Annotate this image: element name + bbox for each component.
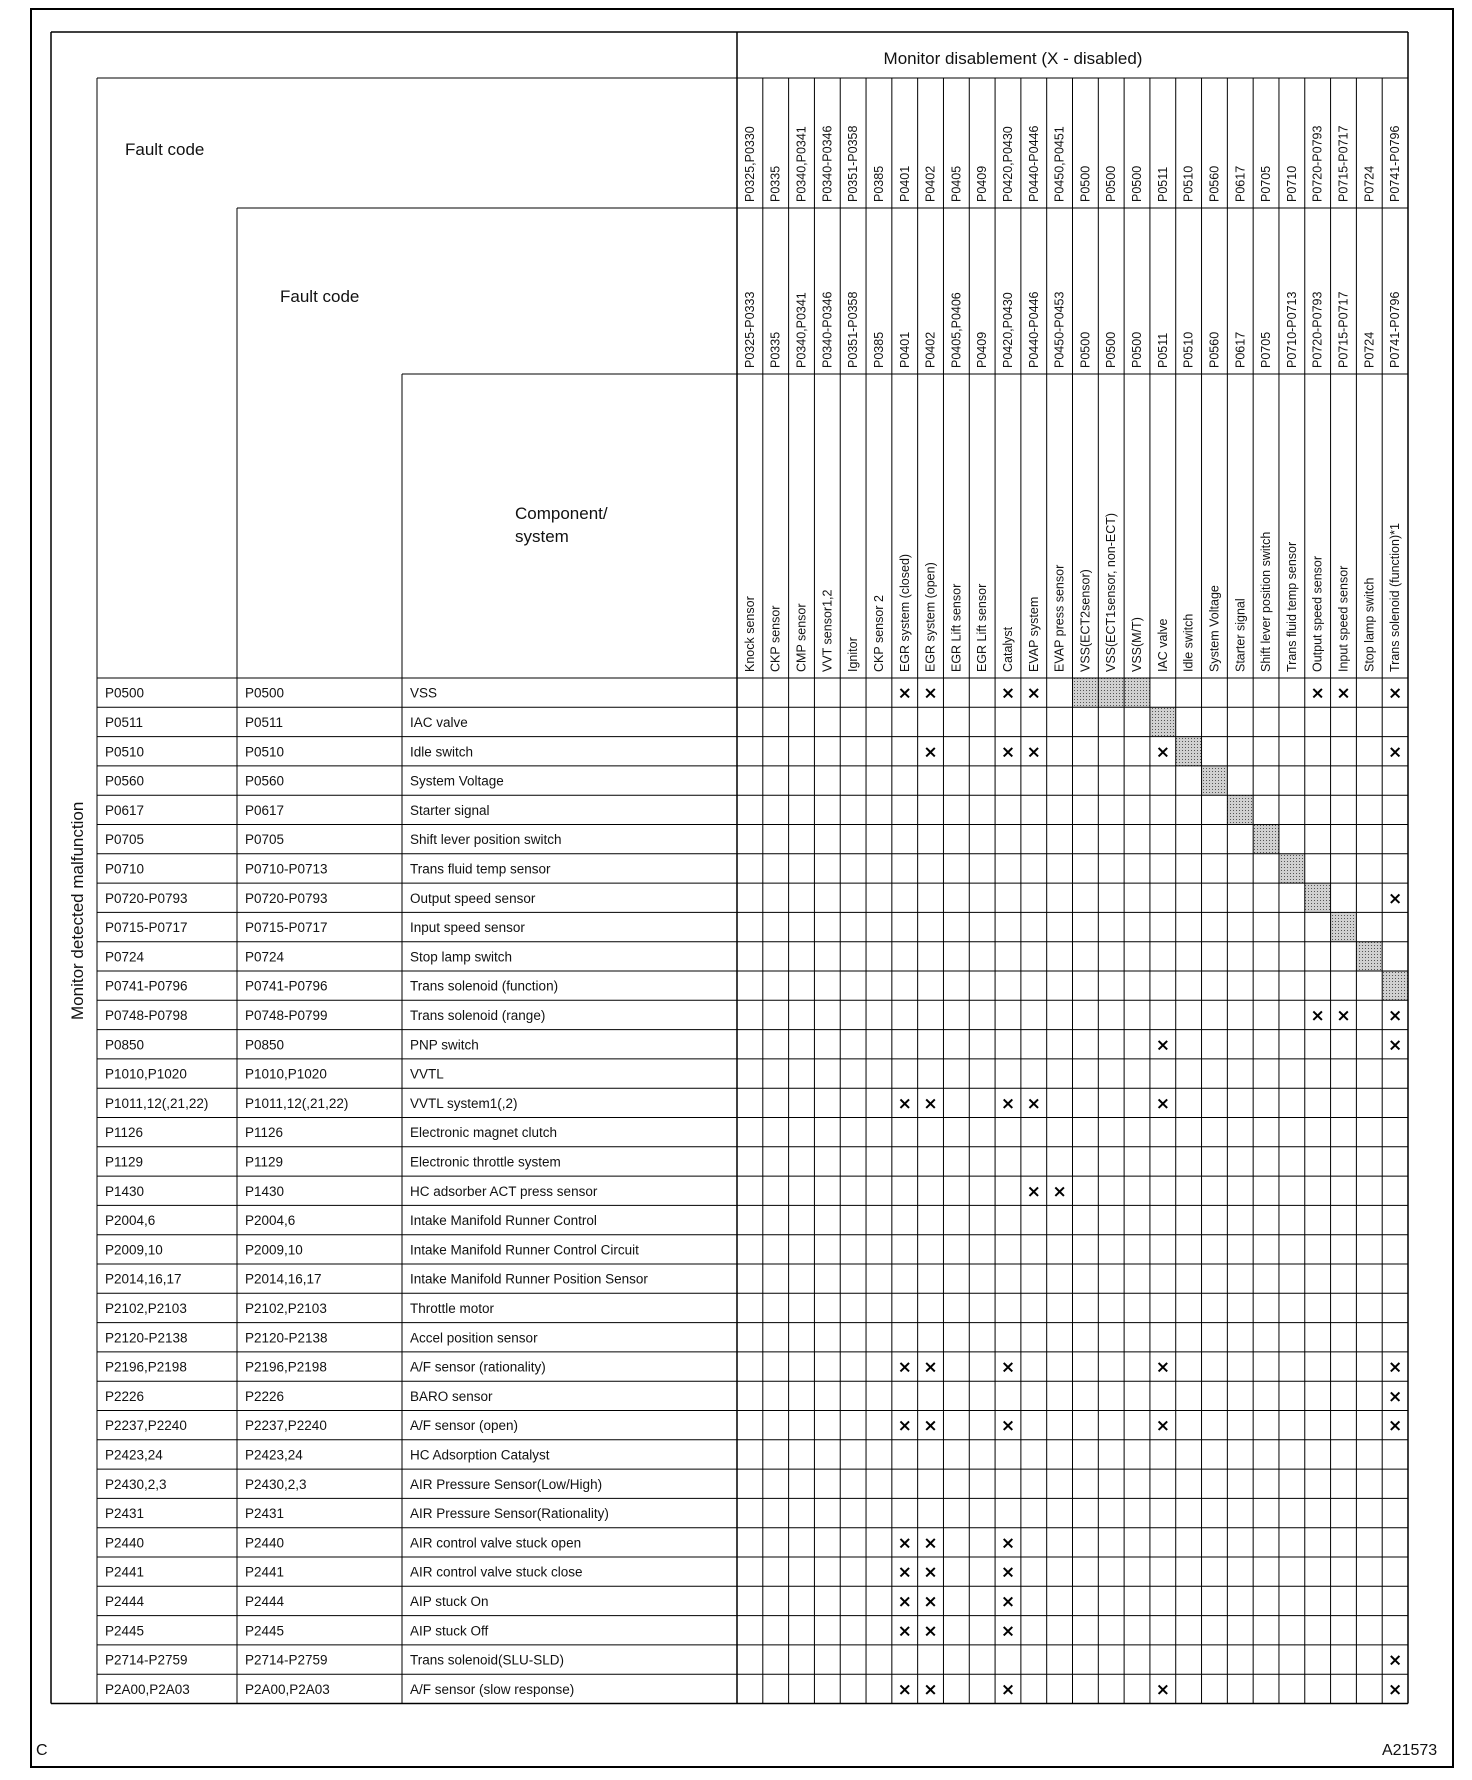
row-fault-code-detail: P1010,P1020 xyxy=(245,1066,327,1082)
disabled-x-mark: × xyxy=(923,1416,938,1437)
row-fault-code-detail: P2440 xyxy=(245,1535,285,1551)
self-monitor-shaded-cell xyxy=(1098,678,1124,707)
column-code-secondary: P0325-P0333 xyxy=(742,291,757,368)
self-monitor-shaded-cell xyxy=(1331,912,1357,941)
row-fault-code: P2444 xyxy=(105,1593,145,1609)
row-fault-code-detail: P2423,24 xyxy=(245,1447,303,1463)
disabled-x-mark: × xyxy=(897,1093,912,1114)
disabled-x-mark: × xyxy=(923,1679,938,1700)
column-code-primary: P0511 xyxy=(1155,166,1170,202)
row-fault-code: P0705 xyxy=(105,832,145,848)
row-fault-code: P0710 xyxy=(105,861,145,877)
self-monitor-shaded-cell xyxy=(1202,766,1228,795)
column-code-secondary: P0405,P0406 xyxy=(949,292,964,368)
row-fault-code-detail: P2444 xyxy=(245,1593,285,1609)
column-code-secondary: P0335 xyxy=(768,331,783,368)
fault-code-header-inner: Fault code xyxy=(280,287,360,306)
disabled-x-mark: × xyxy=(1026,1093,1041,1114)
row-fault-code-detail: P2714-P2759 xyxy=(245,1652,328,1668)
row-fault-code-detail: P0748-P0799 xyxy=(245,1007,328,1023)
row-fault-code: P0715-P0717 xyxy=(105,920,188,936)
column-code-primary: P0401 xyxy=(897,165,912,202)
row-fault-code-detail: P1129 xyxy=(245,1154,284,1170)
row-component-name: Output speed sensor xyxy=(410,890,536,906)
disabled-x-mark: × xyxy=(1000,1591,1016,1612)
footer-figure-id: A21573 xyxy=(1382,1742,1438,1759)
row-fault-code: P2440 xyxy=(105,1535,145,1551)
row-fault-code-detail: P0741-P0796 xyxy=(245,978,328,994)
column-component-name: VSS(ECT2sensor) xyxy=(1078,569,1093,672)
self-monitor-shaded-cell xyxy=(1150,707,1176,736)
fault-code-header-outer: Fault code xyxy=(125,140,205,159)
row-fault-code: P0560 xyxy=(105,773,145,789)
row-component-name: Trans solenoid (function) xyxy=(410,978,559,994)
row-component-name: AIP stuck Off xyxy=(410,1623,489,1639)
column-component-name: EVAP system xyxy=(1026,596,1041,672)
disabled-x-mark: × xyxy=(897,1562,912,1583)
column-code-secondary: P0340,P0341 xyxy=(794,292,809,368)
row-component-name: Input speed sensor xyxy=(410,920,525,936)
column-code-primary: P0385 xyxy=(871,165,886,202)
column-code-primary: P0351-P0358 xyxy=(846,125,861,202)
row-fault-code: P0748-P0798 xyxy=(105,1007,188,1023)
column-code-secondary: P0351-P0358 xyxy=(846,291,861,368)
self-monitor-shaded-cell xyxy=(1073,678,1099,707)
disabled-x-mark: × xyxy=(1155,1035,1170,1056)
self-monitor-shaded-cell xyxy=(1382,971,1408,1000)
disabled-x-mark: × xyxy=(897,1621,912,1642)
column-component-name: CKP sensor 2 xyxy=(871,595,886,672)
row-fault-code-detail: P0500 xyxy=(245,685,285,701)
column-component-name: Trans fluid temp sensor xyxy=(1284,541,1299,672)
column-component-name: System Voltage xyxy=(1207,585,1222,672)
column-component-name: CMP sensor xyxy=(794,603,809,672)
row-fault-code: P2445 xyxy=(105,1623,145,1639)
column-code-secondary: P0724 xyxy=(1362,331,1377,368)
row-component-name: A/F sensor (slow response) xyxy=(410,1681,575,1697)
column-code-primary: P0500 xyxy=(1104,165,1119,202)
column-code-primary: P0405 xyxy=(949,165,964,202)
row-fault-code: P0724 xyxy=(105,949,145,965)
row-component-name: Intake Manifold Runner Position Sensor xyxy=(410,1271,648,1287)
disabled-x-mark: × xyxy=(1026,683,1041,704)
row-fault-code-detail: P1126 xyxy=(245,1125,284,1141)
disabled-x-mark: × xyxy=(923,1357,938,1378)
row-component-name: AIR control valve stuck open xyxy=(410,1535,582,1551)
column-component-name: CKP sensor xyxy=(768,605,783,672)
component-header-line2: system xyxy=(515,527,569,546)
row-fault-code-detail: P0510 xyxy=(245,744,285,760)
column-component-name: EGR system (open) xyxy=(923,562,938,672)
disabled-x-mark: × xyxy=(1000,1093,1016,1114)
column-code-primary: P0409 xyxy=(975,165,990,202)
disabled-x-mark: × xyxy=(1155,1357,1170,1378)
row-fault-code: P2102,P2103 xyxy=(105,1300,187,1316)
row-component-name: Intake Manifold Runner Control xyxy=(410,1213,597,1229)
row-component-name: Electronic magnet clutch xyxy=(410,1125,558,1141)
column-code-primary: P0335 xyxy=(768,165,783,202)
disabled-x-mark: × xyxy=(897,1591,912,1612)
row-fault-code: P2237,P2240 xyxy=(105,1418,187,1434)
row-component-name: IAC valve xyxy=(410,714,468,730)
disabled-x-mark: × xyxy=(1155,1093,1170,1114)
column-component-name: Input speed sensor xyxy=(1336,565,1351,672)
row-fault-code: P2A00,P2A03 xyxy=(105,1681,190,1697)
column-code-primary: P0325,P0330 xyxy=(742,126,757,202)
column-component-name: VSS(M/T) xyxy=(1130,617,1145,672)
column-component-name: Knock sensor xyxy=(742,596,757,672)
column-code-primary: P0710 xyxy=(1284,165,1299,202)
disabled-x-mark: × xyxy=(1387,1650,1403,1671)
disabled-x-mark: × xyxy=(1000,683,1016,704)
column-code-secondary: P0710-P0713 xyxy=(1284,291,1299,368)
column-code-primary: P0500 xyxy=(1130,165,1145,202)
row-component-name: AIP stuck On xyxy=(410,1593,489,1609)
column-component-name: EGR Lift sensor xyxy=(975,583,990,672)
column-code-primary: P0340-P0346 xyxy=(820,125,835,202)
self-monitor-shaded-cell xyxy=(1356,942,1382,971)
disabled-x-mark: × xyxy=(1000,742,1016,763)
column-code-primary: P0560 xyxy=(1207,165,1222,202)
row-component-name: Stop lamp switch xyxy=(410,949,513,965)
row-component-name: HC adsorber ACT press sensor xyxy=(410,1183,598,1199)
disabled-x-mark: × xyxy=(1000,1533,1016,1554)
column-code-primary: P0440-P0446 xyxy=(1026,125,1041,202)
row-fault-code: P0510 xyxy=(105,744,145,760)
row-fault-code-detail: P0715-P0717 xyxy=(245,920,328,936)
column-component-name: Idle switch xyxy=(1181,613,1196,672)
disabled-x-mark: × xyxy=(1026,1181,1041,1202)
row-fault-code-detail: P1011,12(,21,22) xyxy=(245,1095,349,1111)
row-fault-code-detail: P2196,P2198 xyxy=(245,1359,327,1375)
disabled-x-mark: × xyxy=(1155,1416,1170,1437)
column-component-name: IAC valve xyxy=(1155,618,1170,672)
row-fault-code-detail: P2431 xyxy=(245,1506,285,1522)
column-code-primary: P0705 xyxy=(1259,165,1274,202)
row-fault-code-detail: P0705 xyxy=(245,832,285,848)
column-component-name: Catalyst xyxy=(1000,626,1015,672)
row-fault-code: P2196,P2198 xyxy=(105,1359,187,1375)
row-fault-code-detail: P2009,10 xyxy=(245,1242,303,1258)
row-component-name: A/F sensor (open) xyxy=(410,1418,519,1434)
row-fault-code-detail: P2102,P2103 xyxy=(245,1300,327,1316)
disabled-x-mark: × xyxy=(1155,742,1170,763)
column-code-secondary: P0715-P0717 xyxy=(1336,291,1351,368)
disabled-x-mark: × xyxy=(1310,683,1325,704)
column-code-secondary: P0500 xyxy=(1104,331,1119,368)
row-fault-code-detail: P2120-P2138 xyxy=(245,1330,328,1346)
column-code-primary: P0741-P0796 xyxy=(1388,125,1403,202)
row-component-name: Intake Manifold Runner Control Circuit xyxy=(410,1242,639,1258)
column-code-primary: P0720-P0793 xyxy=(1310,125,1325,202)
self-monitor-shaded-cell xyxy=(1124,678,1150,707)
column-code-primary: P0617 xyxy=(1233,165,1248,202)
disabled-x-mark: × xyxy=(1155,1679,1170,1700)
disabled-x-mark: × xyxy=(923,742,938,763)
disabled-x-mark: × xyxy=(1387,1005,1403,1026)
column-code-secondary: P0420,P0430 xyxy=(1000,292,1015,368)
disabled-x-mark: × xyxy=(1387,1679,1403,1700)
disabled-x-mark: × xyxy=(1000,1357,1016,1378)
column-code-primary: P0450,P0451 xyxy=(1052,126,1067,202)
disabled-x-mark: × xyxy=(1387,742,1403,763)
column-code-secondary: P0340-P0346 xyxy=(820,291,835,368)
disabled-x-mark: × xyxy=(1026,742,1041,763)
self-monitor-shaded-cell xyxy=(1176,737,1202,766)
row-fault-code-detail: P0511 xyxy=(245,714,284,730)
column-code-secondary: P0617 xyxy=(1233,331,1248,368)
row-fault-code: P2714-P2759 xyxy=(105,1652,188,1668)
row-component-name: Trans fluid temp sensor xyxy=(410,861,551,877)
disabled-x-mark: × xyxy=(897,1533,912,1554)
column-code-primary: P0402 xyxy=(923,165,938,202)
column-code-primary: P0420,P0430 xyxy=(1000,126,1015,202)
row-component-name: Trans solenoid(SLU-SLD) xyxy=(410,1652,565,1668)
column-code-secondary: P0511 xyxy=(1155,332,1170,368)
column-code-secondary: P0385 xyxy=(871,331,886,368)
disabled-x-mark: × xyxy=(923,1621,938,1642)
self-monitor-shaded-cell xyxy=(1305,883,1331,912)
column-code-primary: P0500 xyxy=(1078,165,1093,202)
disabled-x-mark: × xyxy=(897,1416,912,1437)
disabled-x-mark: × xyxy=(897,1357,912,1378)
row-fault-code: P0741-P0796 xyxy=(105,978,188,994)
row-component-name: Trans solenoid (range) xyxy=(410,1007,546,1023)
row-fault-code-detail: P0724 xyxy=(245,949,285,965)
row-component-name: VSS xyxy=(410,685,438,701)
column-code-secondary: P0440-P0446 xyxy=(1026,291,1041,368)
column-component-name: EVAP press sensor xyxy=(1052,564,1067,672)
column-code-secondary: P0450-P0453 xyxy=(1052,291,1067,368)
column-code-secondary: P0705 xyxy=(1259,331,1274,368)
row-fault-code-detail: P2014,16,17 xyxy=(245,1271,322,1287)
row-fault-code-detail: P2A00,P2A03 xyxy=(245,1681,330,1697)
column-code-secondary: P0500 xyxy=(1130,331,1145,368)
disabled-x-mark: × xyxy=(1000,1562,1016,1583)
row-component-name: AIR Pressure Sensor(Rationality) xyxy=(410,1506,609,1522)
column-code-secondary: P0401 xyxy=(897,331,912,368)
row-fault-code: P2014,16,17 xyxy=(105,1271,182,1287)
row-component-name: VVTL system1(,2) xyxy=(410,1095,518,1111)
footer-left-label: C xyxy=(36,1742,48,1759)
column-component-name: EGR system (closed) xyxy=(897,553,912,672)
row-component-name: Idle switch xyxy=(410,744,474,760)
disabled-x-mark: × xyxy=(1336,1005,1351,1026)
column-code-secondary: P0720-P0793 xyxy=(1310,291,1325,368)
column-code-secondary: P0409 xyxy=(975,331,990,368)
row-fault-code-detail: P0850 xyxy=(245,1037,285,1053)
row-fault-code: P2441 xyxy=(105,1564,145,1580)
row-fault-code-detail: P2445 xyxy=(245,1623,285,1639)
disabled-x-mark: × xyxy=(923,1591,938,1612)
row-fault-code: P2004,6 xyxy=(105,1213,156,1229)
self-monitor-shaded-cell xyxy=(1227,795,1253,824)
row-component-name: Electronic throttle system xyxy=(410,1154,561,1170)
row-component-name: HC Adsorption Catalyst xyxy=(410,1447,550,1463)
disabled-x-mark: × xyxy=(1310,1005,1325,1026)
column-code-primary: P0340,P0341 xyxy=(794,126,809,202)
disabled-x-mark: × xyxy=(1052,1181,1067,1202)
row-component-name: BARO sensor xyxy=(410,1388,493,1404)
row-component-name: AIR Pressure Sensor(Low/High) xyxy=(410,1476,603,1492)
column-code-secondary: P0741-P0796 xyxy=(1388,291,1403,368)
disabled-x-mark: × xyxy=(923,1562,938,1583)
row-component-name: Accel position sensor xyxy=(410,1330,538,1346)
disabled-x-mark: × xyxy=(1387,888,1403,909)
disabled-x-mark: × xyxy=(897,683,912,704)
row-component-name: PNP switch xyxy=(410,1037,479,1053)
column-code-secondary: P0510 xyxy=(1181,331,1196,368)
disabled-x-mark: × xyxy=(923,1533,938,1554)
column-code-primary: P0724 xyxy=(1362,165,1377,202)
row-fault-code: P2120-P2138 xyxy=(105,1330,188,1346)
disabled-x-mark: × xyxy=(1336,683,1351,704)
row-fault-code-detail: P2004,6 xyxy=(245,1213,296,1229)
column-code-primary: P0510 xyxy=(1181,165,1196,202)
component-header-line1: Component/ xyxy=(515,504,608,523)
row-fault-code: P0511 xyxy=(105,714,144,730)
row-fault-code: P0617 xyxy=(105,802,145,818)
disabled-x-mark: × xyxy=(1387,1035,1403,1056)
row-component-name: VVTL xyxy=(410,1066,444,1082)
self-monitor-shaded-cell xyxy=(1279,854,1305,883)
row-fault-code-detail: P0710-P0713 xyxy=(245,861,328,877)
disabled-x-mark: × xyxy=(1387,1386,1403,1407)
row-fault-code: P2423,24 xyxy=(105,1447,163,1463)
disabled-x-mark: × xyxy=(1000,1679,1016,1700)
row-fault-code: P2431 xyxy=(105,1506,145,1522)
column-code-secondary: P0500 xyxy=(1078,331,1093,368)
disabled-x-mark: × xyxy=(1000,1621,1016,1642)
row-component-name: AIR control valve stuck close xyxy=(410,1564,583,1580)
column-component-name: Output speed sensor xyxy=(1310,555,1325,672)
column-component-name: Shift lever position switch xyxy=(1259,531,1274,672)
row-fault-code: P1430 xyxy=(105,1183,145,1199)
row-fault-code-detail: P2237,P2240 xyxy=(245,1418,327,1434)
row-fault-code: P2430,2,3 xyxy=(105,1476,167,1492)
row-fault-code-detail: P1430 xyxy=(245,1183,285,1199)
column-code-primary: P0715-P0717 xyxy=(1336,125,1351,202)
disabled-x-mark: × xyxy=(923,1093,938,1114)
side-label-monitor-detected: Monitor detected malfunction xyxy=(68,801,87,1020)
row-fault-code: P1129 xyxy=(105,1154,144,1170)
row-fault-code-detail: P2226 xyxy=(245,1388,285,1404)
row-fault-code: P0850 xyxy=(105,1037,145,1053)
row-fault-code-detail: P0617 xyxy=(245,802,285,818)
row-component-name: Shift lever position switch xyxy=(410,832,562,848)
row-fault-code: P1010,P1020 xyxy=(105,1066,187,1082)
monitor-disablement-title: Monitor disablement (X - disabled) xyxy=(883,49,1143,68)
row-fault-code: P2226 xyxy=(105,1388,145,1404)
column-component-name: Ignitor xyxy=(846,637,861,672)
self-monitor-shaded-cell xyxy=(1253,825,1279,854)
disabled-x-mark: × xyxy=(1387,683,1403,704)
column-component-name: Stop lamp switch xyxy=(1362,577,1377,672)
row-fault-code: P0500 xyxy=(105,685,145,701)
row-fault-code: P0720-P0793 xyxy=(105,890,188,906)
column-component-name: EGR Lift sensor xyxy=(949,583,964,672)
row-component-name: Throttle motor xyxy=(410,1300,495,1316)
row-fault-code-detail: P0720-P0793 xyxy=(245,890,328,906)
column-component-name: VVT sensor1,2 xyxy=(820,589,835,672)
column-code-secondary: P0560 xyxy=(1207,331,1222,368)
row-component-name: A/F sensor (rationality) xyxy=(410,1359,546,1375)
disabled-x-mark: × xyxy=(1387,1357,1403,1378)
row-fault-code-detail: P2441 xyxy=(245,1564,285,1580)
column-component-name: VSS(ECT1sensor, non-ECT) xyxy=(1104,512,1119,672)
disabled-x-mark: × xyxy=(1000,1416,1016,1437)
column-component-name: Starter signal xyxy=(1233,598,1248,672)
disabled-x-mark: × xyxy=(1387,1416,1403,1437)
column-code-secondary: P0402 xyxy=(923,331,938,368)
row-component-name: System Voltage xyxy=(410,773,504,789)
row-fault-code-detail: P2430,2,3 xyxy=(245,1476,307,1492)
disabled-x-mark: × xyxy=(923,683,938,704)
row-fault-code: P2009,10 xyxy=(105,1242,163,1258)
row-component-name: Starter signal xyxy=(410,802,490,818)
row-fault-code: P1011,12(,21,22) xyxy=(105,1095,209,1111)
row-fault-code-detail: P0560 xyxy=(245,773,285,789)
disabled-x-mark: × xyxy=(897,1679,912,1700)
column-component-name: Trans solenoid (function)*1 xyxy=(1388,523,1403,672)
row-fault-code: P1126 xyxy=(105,1125,144,1141)
